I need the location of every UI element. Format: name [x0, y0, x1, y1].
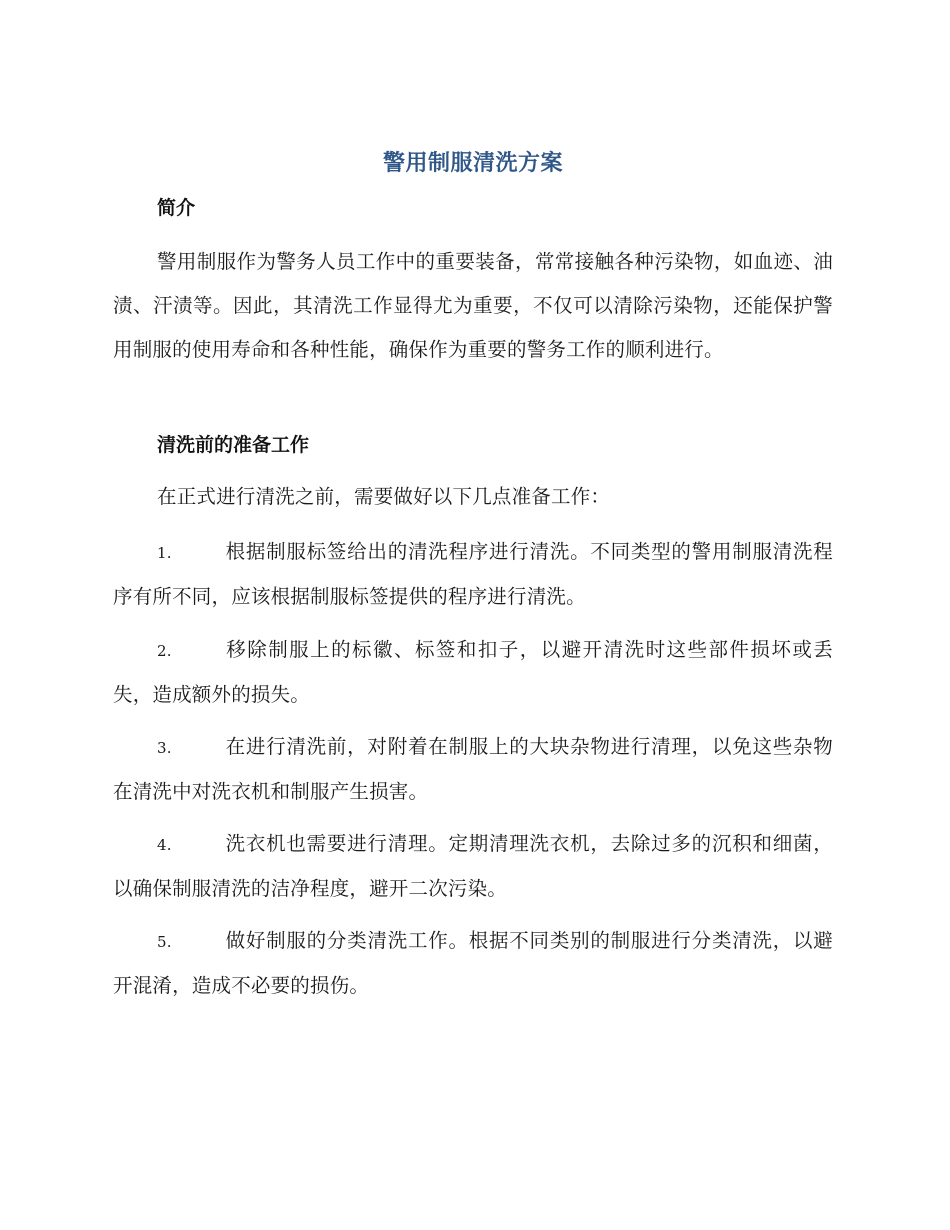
- list-item-number: 4.: [157, 836, 172, 854]
- list-item: [113, 530, 833, 619]
- list-item-text: 移除制服上的标徽、标签和扣子，以避开清洗时这些部件损坏或丢失，造成额外的损失。: [113, 638, 833, 706]
- list-item-number: 3.: [157, 739, 172, 757]
- list-item-number: 1.: [157, 544, 172, 562]
- list-item: [113, 725, 833, 814]
- list-item-number: 2.: [157, 642, 172, 660]
- list-item: [113, 628, 833, 717]
- list-item-text: 洗衣机也需要进行清理。定期清理洗衣机，去除过多的沉积和细菌，以确保制服清洗的洁净程度，避开二次污染。: [113, 832, 833, 900]
- preparation-intro: 在正式进行清洗之前，需要做好以下几点准备工作：: [157, 485, 611, 508]
- list-item-text: 根据制服标签给出的清洗程序进行清洗。不同类型的警用制服清洗程序有所不同，应该根据制服标签提供的程序进行清洗。: [113, 540, 833, 608]
- section-heading-intro: 简介: [157, 197, 196, 219]
- intro-paragraph: 警用制服作为警务人员工作中的重要装备，常常接触各种污染物，如血迹、油渍、汗渍等。因此，其清洗工作显得尤为重要，不仅可以清除污染物，还能保护警用制服的使用寿命和各种性能，确保作为重要的警务工作的顺利进行。: [113, 250, 833, 361]
- list-item-text: 做好制服的分类清洗工作。根据不同类别的制服进行分类清洗，以避开混淆，造成不必要的损伤。: [113, 929, 833, 997]
- document-title: 警用制服清洗方案: [382, 151, 563, 176]
- list-item-number: 5.: [157, 933, 172, 951]
- list-item-text: 在进行清洗前，对附着在制服上的大块杂物进行清理，以免这些杂物在清洗中对洗衣机和制服产生损害。: [113, 735, 833, 803]
- list-item: [113, 822, 833, 911]
- list-item: [113, 919, 833, 1008]
- section-heading-preparation: 清洗前的准备工作: [157, 434, 310, 456]
